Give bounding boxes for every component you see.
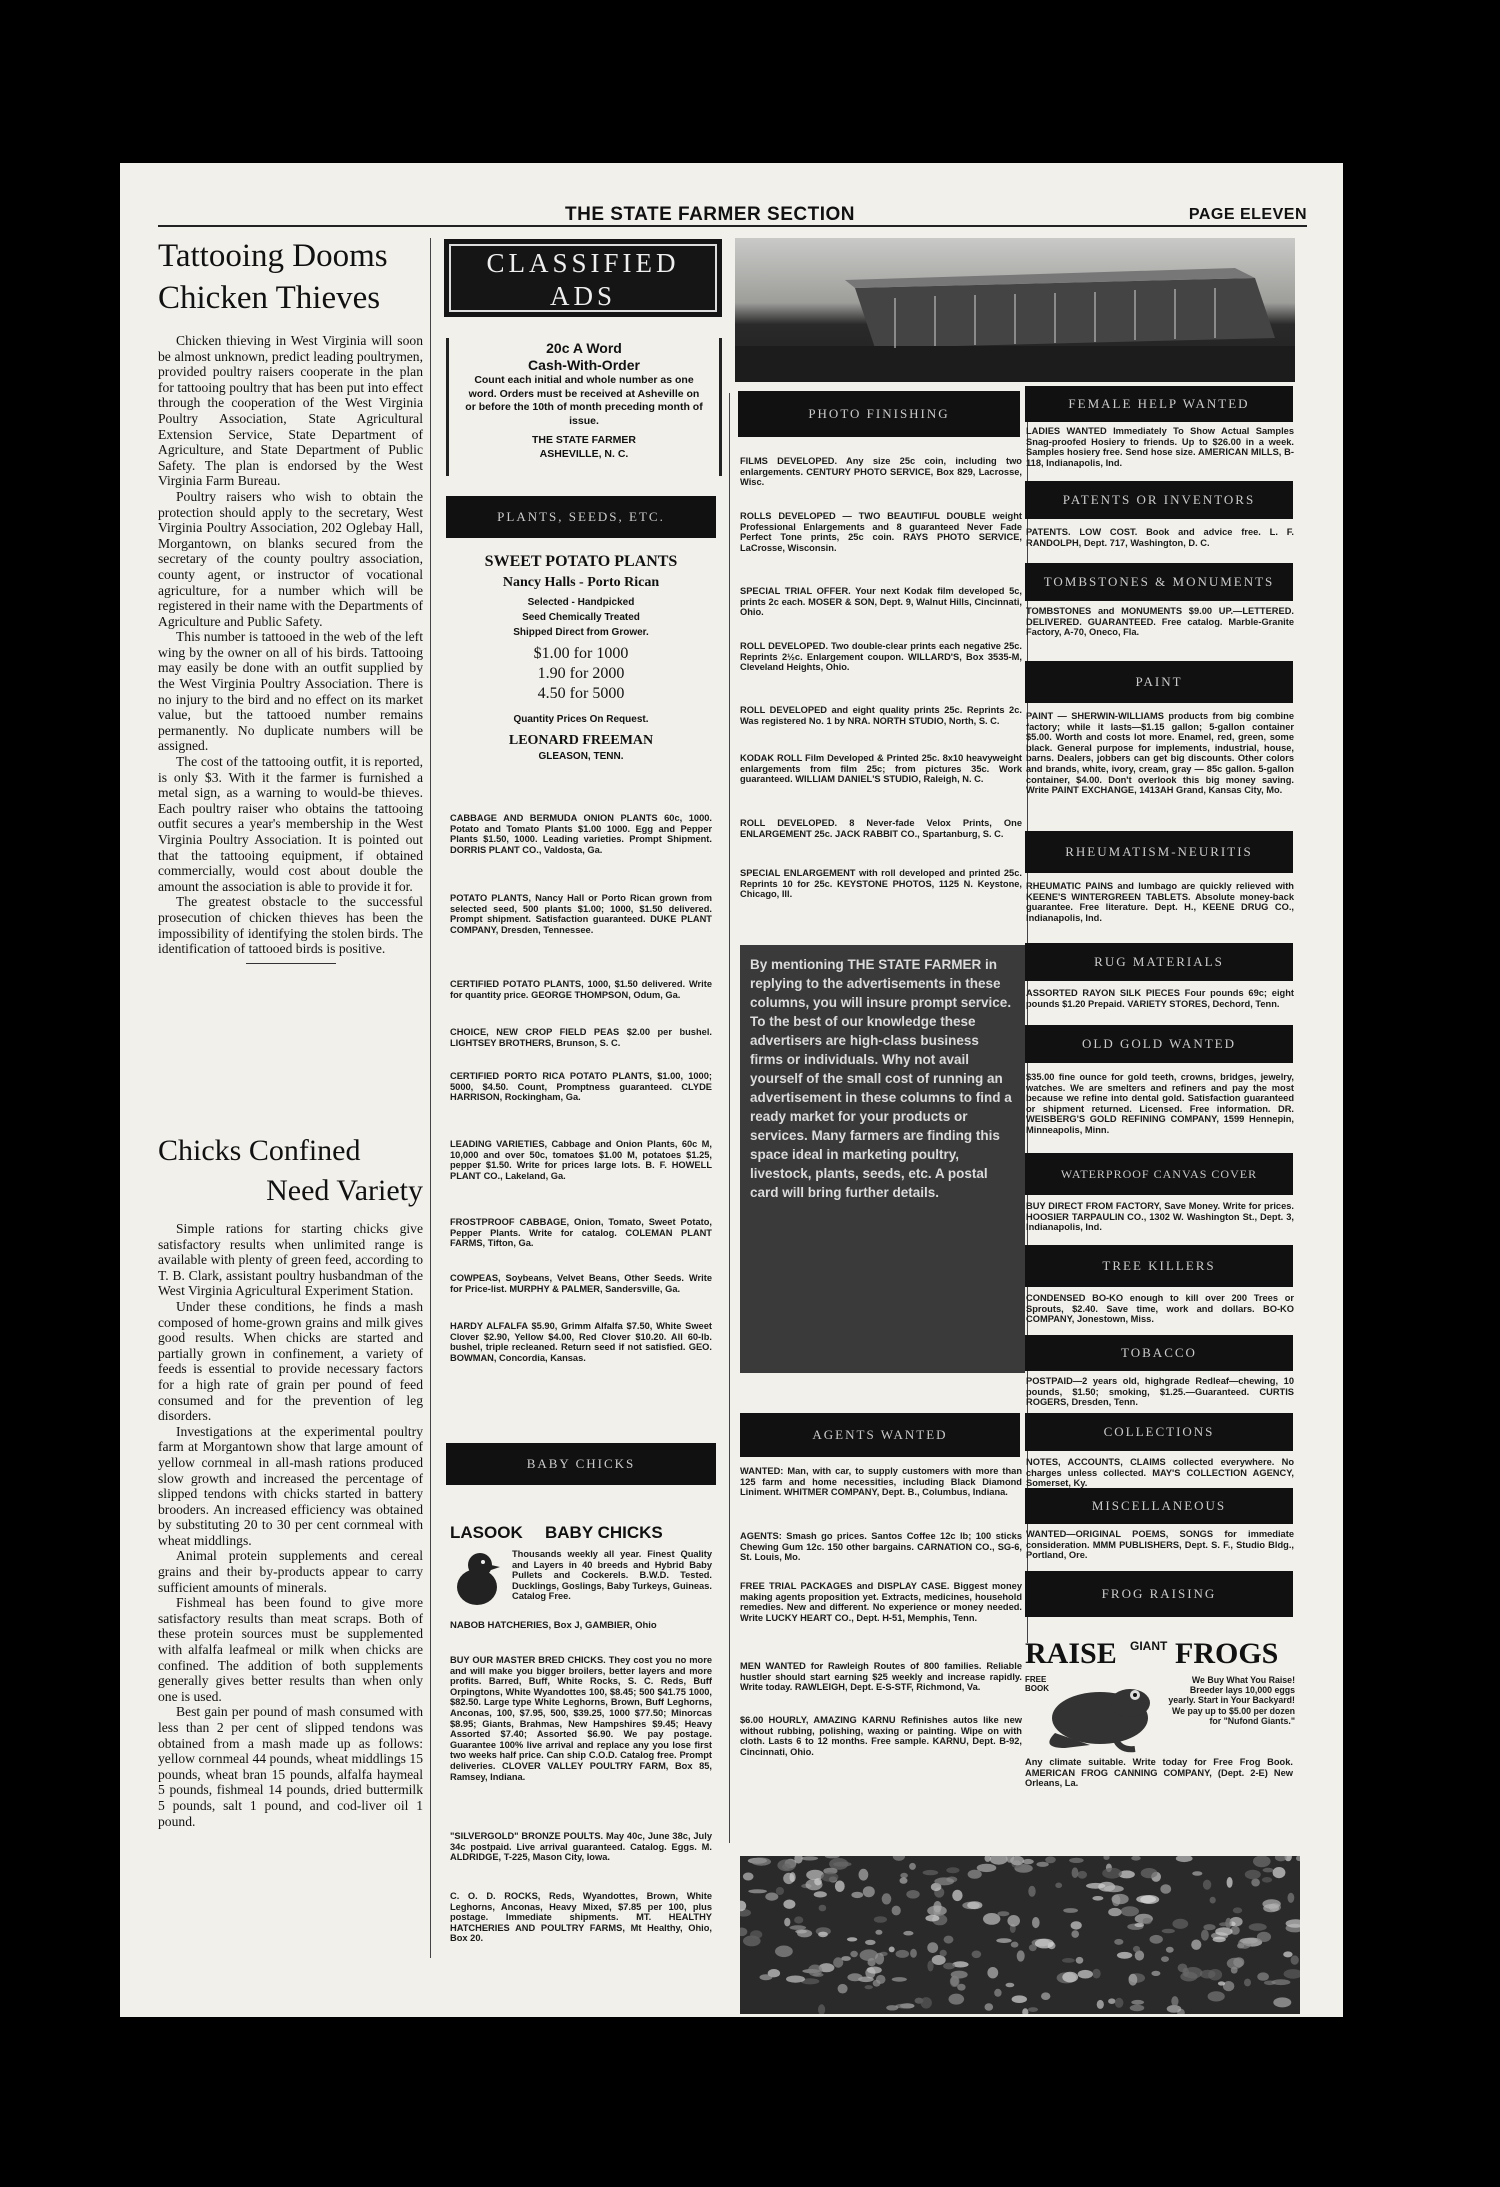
section-heading: PHOTO FINISHING <box>738 391 1020 437</box>
classified-ad: $6.00 HOURLY, AMAZING KARNU Refinishes autos like new without rubbing, polishing, waxing or painting. Wipe on with cloth. Lasts 6 to 12 months. Free sample. KARNU, Dept. B-92, Cincinnati, Ohio. <box>740 1715 1022 1757</box>
classified-ad: PAINT — SHERWIN-WILLIAMS products from big combine factory; while it lasts—$1.15 gallon; 5-gallon container $5.00. Worth and costs lot more. Enamel, red, green, some black. General purpose for implements, industrial, house, barns. Dealers, jobbers can get big discounts. Other colors and brands, white, ivory, cream, gray — 85c gallon. 5-gallon container, $4.00. Don't overlook this big money saving. Write PAINT EXCHANGE, 1413AH Grand, Kansas City, Mo. <box>1026 711 1294 796</box>
classified-ad: ROLL DEVELOPED. Two double-clear prints each negative 25c. Reprints 2½c. Enlargement coupon. WILLARD'S, Box 3535-M, Cleveland Heights, Ohio. <box>740 641 1022 673</box>
classified-ad: $35.00 fine ounce for gold teeth, crowns, bridges, jewelry, watches. We are smelters and refiners and pay the most because we refine into dental gold. Satisfaction guaranteed or shipment returned. Licensed. Free information. DR. WEISBERG'S GOLD REFINING COMPANY, 1599 Hennepin, Minneapolis, Minn. <box>1026 1072 1294 1135</box>
seller-location: GLEASON, TENN. <box>538 751 624 762</box>
classified-ad: ROLL DEVELOPED and eight quality prints 25c. Reprints 2c. Was registered No. 1 by NRA. NORTH STUDIO, North, S. C. <box>740 705 1022 726</box>
classified-ad: KODAK ROLL Film Developed & Printed 25c. 8x10 heavyweight enlargements from film 25c; from pictures 35c. Work guaranteed. WILLIAM DANIEL'S STUDIO, Raleigh, N. C. <box>740 753 1022 785</box>
classified-ad: HARDY ALFALFA $5.90, Grimm Alfalfa $7.50, White Sweet Clover $2.90, Yellow $4.00, Red Clover $10.20. All 60-lb. bushel, triple recleaned. Return seed if not satisfied. GEO. BOWMAN, Concordia, Kansas. <box>450 1321 712 1363</box>
ad-footer: NABOB HATCHERIES, Box J, GAMBIER, Ohio <box>450 1620 657 1631</box>
ad-line: Selected - Handpicked <box>527 597 635 608</box>
classified-ad: ROLL DEVELOPED. 8 Never-fade Velox Prints, One ENLARGEMENT 25c. JACK RABBIT CO., Spartanburg, S. C. <box>740 818 1022 839</box>
section-heading: FROG RAISING <box>1025 1571 1293 1617</box>
classified-ad: SPECIAL ENLARGEMENT with roll developed and printed 25c. Reprints 10 for 25c. KEYSTONE PHOTOS, 1125 N. Keystone, Chicago, Ill. <box>740 868 1022 900</box>
section-heading: BABY CHICKS <box>446 1443 716 1485</box>
frogs-word: FROGS <box>1175 1637 1279 1670</box>
banner-line1: CLASSIFIED <box>486 248 680 278</box>
paragraph: This number is tattooed in the web of the left wing by the owner on all of his birds. Tattooing may easily be done with an outfit supplied by the West Virginia Poultry Association. There is no injury to the bird and no effect on its market value, but the tattooed number remains permanently. No duplicate numbers will be assigned. <box>158 629 423 754</box>
article-chicks <box>158 1131 423 1829</box>
paragraph: Poultry raisers who wish to obtain the protection should apply to the secretary, West Virginia Poultry Association, 202 Oglebay Hall, Morgantown, on blanks secured from the secretary of the county poultry association, county agent, or instructor of vocational agriculture, for a number which will be registered in their name with the Departments of Agriculture and Public Safety. <box>158 488 423 629</box>
price-line: 1.90 for 2000 <box>537 665 625 682</box>
advertiser-notice: By mentioning THE STATE FARMER in replying to the advertisements in these columns, you will insure prompt service. To the best of our knowledge these advertisers are high-class business firms or individuals. Why not avail yourself of the small cost of running an advertisement in these columns to find a ready market for your products or services. Many farmers are finding this space ideal in marketing poultry, livestock, plants, seeds, etc. A postal card will bring further details. <box>740 945 1025 1373</box>
paragraph: Fishmeal has been found to give more satisfactory results than meat scraps. Both of these protein sources must be supplemented with alfalfa leafmeal or milk when chicks are confined. The addition of both supplements generally gives better results than when only one is used. <box>158 1595 423 1704</box>
classified-ad: FROSTPROOF CABBAGE, Onion, Tomato, Sweet Potato, Pepper Plants. Write for catalog. COLEMAN PLANT FARMS, Tifton, Ga. <box>450 1217 712 1249</box>
classified-ad: LADIES WANTED Immediately To Show Actual Samples Snag-proofed Hosiery to friends. Up to $26.00 in a week. Samples hosiery free. Send hose size. AMERICAN MILLS, B-118, Indianapolis, Ind. <box>1026 426 1294 468</box>
classified-ad: CONDENSED BO-KO enough to kill over 200 Trees or Sprouts, $2.40. Save time, work and dollars. BO-KO COMPANY, Jonestown, Miss. <box>1026 1293 1294 1325</box>
section-heading: PATENTS OR INVENTORS <box>1025 481 1293 519</box>
classified-ad: PATENTS. LOW COST. Book and advice free. L. F. RANDOLPH, Dept. 717, Washington, D. C. <box>1026 527 1294 548</box>
classified-ad: COWPEAS, Soybeans, Velvet Beans, Other Seeds. Write for Price-list. MURPHY & PALMER, Sandersville, Ga. <box>450 1273 712 1294</box>
classified-ad: CHOICE, NEW CROP FIELD PEAS $2.00 per bushel. LIGHTSEY BROTHERS, Brunson, S. C. <box>450 1027 712 1048</box>
paragraph: The cost of the tattooing outfit, it is reported, is only $3. With it the farmer is furnished a metal sign, as a warning to would-be thieves. Each poultry raiser who obtains the tattooing outfit secures a year's membership in the West Virginia Poultry Association. It is pointed out that the tattooing equipment, if obtained commercially, would cost about double the amount the association is able to provide it for. <box>158 754 423 894</box>
ad-line: Shipped Direct from Grower. <box>513 627 649 638</box>
ad-line: Quantity Prices On Request. <box>513 714 649 725</box>
section-heading: COLLECTIONS <box>1025 1413 1293 1451</box>
divider <box>246 963 336 964</box>
newspaper-page <box>120 163 1343 2017</box>
article-title: Tattooing Dooms Chicken Thieves <box>158 238 388 316</box>
article-title-line1: Chicks Confined <box>158 1134 361 1167</box>
classified-ad: NOTES, ACCOUNTS, CLAIMS collected everywhere. No charges unless collected. MAY'S COLLECTION AGENCY, Somerset, Ky. <box>1026 1457 1294 1489</box>
frogs-giant: GIANT <box>1130 1639 1168 1653</box>
classified-ad: LEADING VARIETIES, Cabbage and Onion Plants, 60c M, 10,000 and over 50c, tomatoes $1.00 M, potatoes $1.25, pepper $1.50. Write for prices large lots. B. F. HOWELL PLANT CO., Lakeland, Ga. <box>450 1139 712 1181</box>
seller-name: LEONARD FREEMAN <box>508 733 654 748</box>
nabob-ad <box>450 1523 712 1638</box>
frogs-free-book: FREE BOOK <box>1025 1675 1049 1693</box>
section-heading: RUG MATERIALS <box>1025 943 1293 981</box>
frogs-side-text: We Buy What You Raise! Breeder lays 10,000 eggs yearly. Start in Your Backyard! We pay up to $5.00 per dozen for "Nufond Giants." <box>1168 1675 1295 1726</box>
section-heading: TOBACCO <box>1025 1335 1293 1371</box>
section-heading: PLANTS, SEEDS, ETC. <box>446 496 716 538</box>
ad-title: SWEET POTATO PLANTS <box>484 553 678 570</box>
paragraph: Animal protein supplements and cereal grains and their by-products appear to carry sufficient amounts of minerals. <box>158 1548 423 1595</box>
farm-building-photo <box>735 238 1295 382</box>
classified-ad: FILMS DEVELOPED. Any size 25c coin, including two enlargements. CENTURY PHOTO SERVICE, Box 829, Lacrosse, Wisc. <box>740 456 1022 488</box>
classified-ad: POSTPAID—2 years old, highgrade Redleaf—chewing, 10 pounds, $1.50; smoking, $1.25.—Guaranteed. CURTIS ROGERS, Dresden, Tenn. <box>1026 1376 1294 1408</box>
baby-chicks-title: BABY CHICKS <box>545 1523 663 1542</box>
classified-ad: MEN WANTED for Rawleigh Routes of 800 families. Reliable hustler should start earning $25 weekly and increase rapidly. Write today. RAWLEIGH, Dept. E-S-STF, Richmond, Va. <box>740 1661 1022 1693</box>
classified-ad: ROLLS DEVELOPED — TWO BEAUTIFUL DOUBLE weight Professional Enlargements and 8 guaranteed Never Fade Perfect Tone prints, 25c coin. RAYS PHOTO SERVICE, LaCrosse, Wisconsin. <box>740 511 1022 553</box>
section-heading: TREE KILLERS <box>1025 1245 1293 1287</box>
classified-ad: FREE TRIAL PACKAGES and DISPLAY CASE. Biggest money making agents proposition yet. Extracts, medicines, household remedies. New and different. No experience or money needed. Write LUCKY HEART CO., Dept. H-51, Memphis, Tenn. <box>740 1581 1022 1623</box>
section-heading: RHEUMATISM-NEURITIS <box>1025 831 1293 873</box>
paragraph: Best gain per pound of mash consumed with less than 2 per cent of slipped tendons was obtained from a mash made up as follows: yellow cornmeal 44 pounds, wheat middlings 15 pounds, wheat bran 15 pounds, alfalfa haymeal 5 pounds, fishmeal 14 pounds, dried buttermilk 5 pounds, salt 1 pound, and cod-liver oil 1 pound. <box>158 1704 423 1829</box>
photo-image <box>740 1856 1300 2014</box>
article-title-line2: Need Variety <box>266 1174 423 1207</box>
page-number: PAGE ELEVEN <box>1188 206 1307 223</box>
section-heading: AGENTS WANTED <box>740 1413 1020 1457</box>
ad-text: Thousands weekly all year. Finest Quality and Layers in 40 breeds and Hybrid Baby Pullets and Cockerels. B.W.D. Tested. Ducklings, Goslings, Baby Turkeys, Guineas. Catalog Free. <box>512 1549 712 1602</box>
chick-icon <box>452 1549 502 1607</box>
section-title: THE STATE FARMER SECTION <box>565 204 855 225</box>
column-rule <box>430 238 431 1958</box>
classified-ad: ASSORTED RAYON SILK PIECES Four pounds 69c; eight pounds $1.20 Prepaid. VARIETY STORES, Dechord, Tenn. <box>1026 988 1294 1009</box>
classified-ad: WANTED—ORIGINAL POEMS, SONGS for immediate consideration. MMM PUBLISHERS, Dept. S. F., Studio Bldg., Portland, Ore. <box>1026 1529 1294 1561</box>
classified-ads-banner <box>444 239 722 317</box>
classified-ad: RHEUMATIC PAINS and lumbago are quickly relieved with KEENE'S WINTERGREEN TABLETS. Absolute money-back guarantee. Free literature. Dept. H., KEENE DRUG CO., Indianapolis, Ind. <box>1026 881 1294 923</box>
ad-subtitle: Nancy Halls - Porto Rican <box>502 575 660 590</box>
section-heading: PAINT <box>1025 661 1293 703</box>
rate-line2: Cash-With-Order <box>528 357 640 373</box>
price-line: $1.00 for 1000 <box>533 645 629 662</box>
paragraph: Simple rations for starting chicks give satisfactory results when unlimited range is available with plenty of green feed, according to T. B. Clark, assistant poultry husbandman of the West Virginia Agricultural Experiment Station. <box>158 1221 423 1299</box>
photo-image <box>735 238 1295 382</box>
sweet-potato-ad <box>446 553 716 764</box>
article-tattooing <box>158 235 423 964</box>
paragraph: Under these conditions, he finds a mash composed of home-grown grains and milk gives good results. When chicks are started and partially grown in confinement, a variety of feeds is essential to provide necessary factors for a high rate of grain per pound of feed consumed and for the prevention of leg disorders. <box>158 1298 423 1424</box>
lasook-logo: LASOOK <box>450 1523 523 1542</box>
frog-ad <box>1025 1637 1295 1807</box>
classified-ad: CERTIFIED POTATO PLANTS, 1000, $1.50 delivered. Write for quantity price. GEORGE THOMPSON, Odum, Ga. <box>450 979 712 1000</box>
article-body <box>158 1221 423 1829</box>
section-heading: WATERPROOF CANVAS COVER <box>1025 1153 1293 1195</box>
section-heading: OLD GOLD WANTED <box>1025 1025 1293 1063</box>
classified-ad: BUY DIRECT FROM FACTORY, Save Money. Write for prices. HOOSIER TARPAULIN CO., 1302 W. Washington St., Dept. 3, Indianapolis, Ind. <box>1026 1201 1294 1233</box>
section-heading: MISCELLANEOUS <box>1025 1488 1293 1524</box>
classified-ad: BUY OUR MASTER BRED CHICKS. They cost you no more and will make you bigger broilers, better layers and more profits. Barred, Buff, White Rocks, S. C. Reds, Buff Orpingtons, White Wyandottes 100, $8.45; 500 $41.75 1000, $82.50. Large type White Leghorns, Brown, Buff Leghorns, Anconas, 100, $7.95, 500, $39.25, 1000 $77.50; Minorcas $8.95; Giants, Brahmas, New Hampshires $9.45; Heavy Assorted $7.40; Assorted $6.90. We pay postage. Guarantee 100% live arrival and replace any you lose first two weeks half price. Can ship C.O.D. Catalog free. Prompt deliveries. CLOVER VALLEY POULTRY FARM, Box 85, Ramsey, Indiana. <box>450 1655 712 1782</box>
classified-ad: SPECIAL TRIAL OFFER. Your next Kodak film developed 5c, prints 2c each. MOSER & SON, Dept. 9, Walnut Hills, Cincinnati, Ohio. <box>740 586 1022 618</box>
rate-box <box>446 338 722 476</box>
paragraph: Investigations at the experimental poultry farm at Morgantown show that large amount of yellow cornmeal in all-mash rations produced slow growth and increased the percentage of slipped tendons with chicks started in battery brooders. An increased efficiency was obtained by substituting 20 to 30 per cent cornmeal with wheat middlings. <box>158 1423 423 1548</box>
column-rule <box>729 393 730 1843</box>
classified-ad: C. O. D. ROCKS, Reds, Wyandottes, Brown, White Leghorns, Anconas, Heavy Mixed, $7.85 per 100, plus postage. Immediate shipments. MT. HEALTHY HATCHERIES AND POULTRY FARMS, Mt Healthy, Ohio, Box 20. <box>450 1891 712 1944</box>
classified-ad: CABBAGE AND BERMUDA ONION PLANTS 60c, 1000. Potato and Tomato Plants $1.00 1000. Egg and Pepper Plants $1.50, 1000. Leading varieties. Prompt Shipment. DORRIS PLANT CO., Valdosta, Ga. <box>450 813 712 855</box>
poultry-flock-photo <box>740 1856 1300 2014</box>
classified-ad: "SILVERGOLD" BRONZE POULTS. May 40c, June 38c, July 34c postpaid. Live arrival guaranteed. Catalog. Eggs. M. ALDRIDGE, T-225, Mason City, Iowa. <box>450 1831 712 1863</box>
price-line: 4.50 for 5000 <box>537 685 625 702</box>
classified-ad: AGENTS: Smash go prices. Santos Coffee 12c lb; 100 sticks Chewing Gum 12c. 150 other bargains. CARNATION CO., SG-6, St. Louis, Mo. <box>740 1531 1022 1563</box>
frogs-footer: Any climate suitable. Write today for Free Frog Book. AMERICAN FROG CANNING COMPANY, (Dept. 2-E) New Orleans, La. <box>1025 1757 1293 1789</box>
article-body <box>158 333 423 957</box>
publisher-line1: THE STATE FARMER <box>531 434 637 446</box>
rate-line1: 20c A Word <box>546 340 622 356</box>
banner-line2: ADS <box>549 281 616 311</box>
rate-text: Count each initial and whole number as one word. Orders must be received at Asheville on or before the 10th of month preceding month of issue. <box>465 374 703 427</box>
paragraph: The greatest obstacle to the successful prosecution of chicken thieves has been the impossibility of identifying the stolen birds. The identification of tattooed birds is positive. <box>158 894 423 957</box>
ad-line: Seed Chemically Treated <box>522 612 640 623</box>
classified-ad: CERTIFIED PORTO RICA POTATO PLANTS, $1.00, 1000; 5000, $4.50. Count, Promptness guaranteed. CLYDE HARRISON, Rockingham, Ga. <box>450 1071 712 1103</box>
classified-ad: WANTED: Man, with car, to supply customers with more than 125 farm and home necessities, including Black Diamond Liniment. WHITMER COMPANY, Dept. B., Columbus, Indiana. <box>740 1466 1022 1498</box>
publisher-line2: ASHEVILLE, N. C. <box>539 447 629 460</box>
frog-icon <box>1035 1673 1160 1753</box>
classified-ad: TOMBSTONES and MONUMENTS $9.00 UP.—LETTERED. DELIVERED. GUARANTEED. Free catalog. Marble-Granite Factory, A-70, Oneco, Fla. <box>1026 606 1294 638</box>
frogs-raise: RAISE <box>1025 1637 1117 1670</box>
classified-ad: POTATO PLANTS, Nancy Hall or Porto Rican grown from selected seed, 500 plants $1.00; 1000, $1.50 delivered. Prompt shipment. Satisfaction guaranteed. DUKE PLANT COMPANY, Dresden, Tennessee. <box>450 893 712 935</box>
paragraph: Chicken thieving in West Virginia will soon be almost unknown, predict leading poultrymen, provided poultry raisers cooperate in the plan for tattooing poultry that has been put into effect through the cooperation of the West Virginia Poultry Association, State Agricultural Extension Service, State Department of Agriculture, and State Department of Public Safety. The plan is endorsed by the West Virginia Farm Bureau. <box>158 333 423 489</box>
section-heading: FEMALE HELP WANTED <box>1025 386 1293 422</box>
section-heading: TOMBSTONES & MONUMENTS <box>1025 563 1293 601</box>
